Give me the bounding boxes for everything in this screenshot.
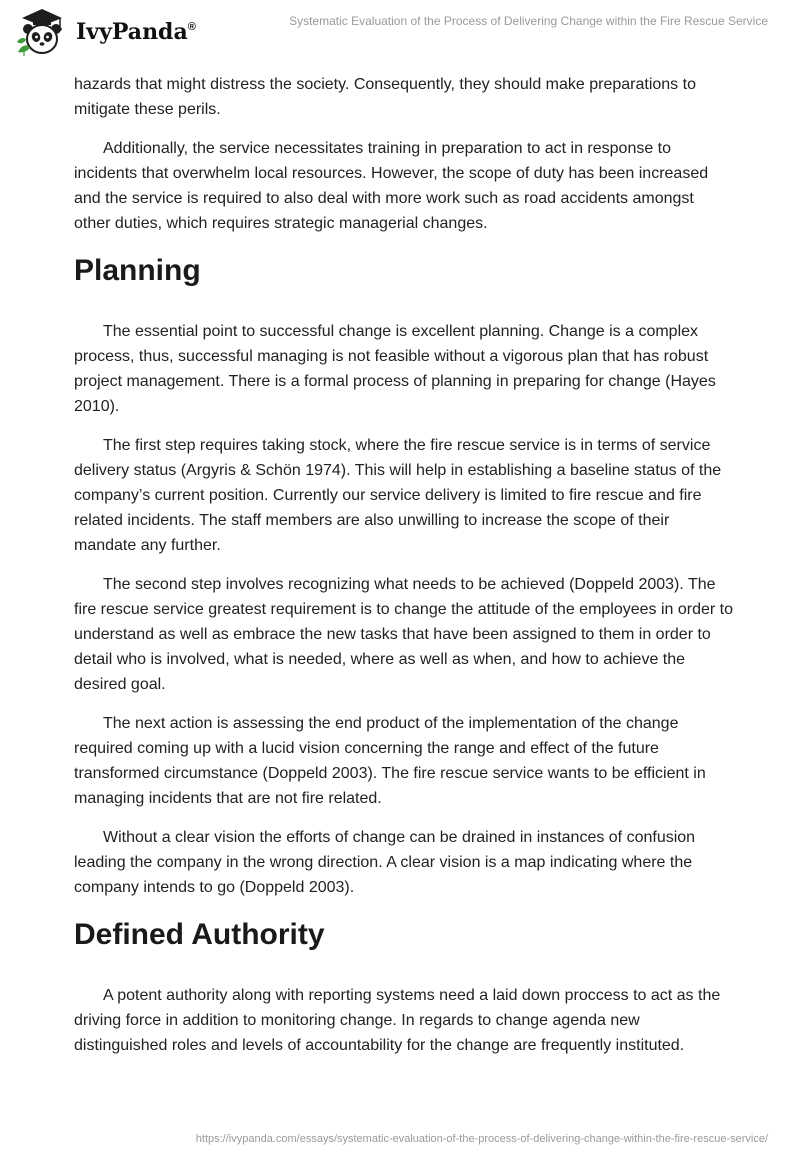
paragraph-intro-1: hazards that might distress the society. Consequently, they should make preparations to mitigate these perils.: [74, 76, 696, 118]
page-header: [0, 0, 800, 64]
article-body: [74, 72, 734, 1072]
paragraph-intro-2: Additionally, the service necessitates training in preparation to act in response to incidents that overwhelm local resources. However, the scope of duty has been increased and the service is required to also deal with more work such as road accidents amongst other duties, which requires strategic managerial changes.: [74, 140, 709, 232]
paragraph-planning-5: Without a clear vision the efforts of change can be drained in instances of confusion leading the company in the wrong direction. A clear vision is a map indicating where the company intends to go (Doppeld 2003).: [74, 829, 696, 896]
heading-planning: Planning: [74, 254, 201, 287]
heading-defined-authority: Defined Authority: [74, 918, 325, 951]
ivypanda-logo[interactable]: [14, 6, 194, 58]
source-url[interactable]: https://ivypanda.com/essays/systematic-evaluation-of-the-process-of-delivering-change-within-the-fire-rescue-service/: [195, 1133, 768, 1145]
paragraph-authority-1: A potent authority along with reporting systems need a laid down proccess to act as the driving force in addition to monitoring change. In regards to change agenda new distinguished roles and levels of accountability for the change are frequently instituted.: [74, 987, 721, 1054]
registered-mark: ®: [187, 21, 196, 33]
paragraph-planning-2: The first step requires taking stock, where the fire rescue service is in terms of service delivery status (Argyris & Schön 1974). This will help in establishing a baseline status of the company’s current position. Currently our service delivery is limited to fire rescue and fire related incidents. The staff members are also unwilling to increase the scope of their mandate any further.: [74, 437, 722, 554]
panda-graduate-icon: [14, 6, 72, 58]
paragraph-planning-4: The next action is assessing the end product of the implementation of the change required coming up with a lucid vision concerning the range and effect of the future transformed circumstance (Doppeld 2003). The fire rescue service wants to be efficient in managing incidents that are not fire related.: [74, 715, 706, 807]
logo-wordmark: [76, 19, 196, 45]
paragraph-planning-3: The second step involves recognizing what needs to be achieved (Doppeld 2003). The fire rescue service greatest requirement is to change the attitude of the employees in order to understand as well as embrace the new tasks that have been assigned to them in order to detail who is involved, what is needed, where as well as when, and how to achieve the desired goal.: [74, 576, 734, 693]
paragraph-planning-1: The essential point to successful change is excellent planning. Change is a complex process, thus, successful managing is not feasible without a vigorous plan that has robust project management. There is a formal process of planning in preparing for change (Hayes 2010).: [74, 323, 716, 415]
running-title: Systematic Evaluation of the Process of Delivering Change within the Fire Rescue Service: [289, 14, 768, 28]
logo-text: IvyPanda: [76, 19, 188, 45]
